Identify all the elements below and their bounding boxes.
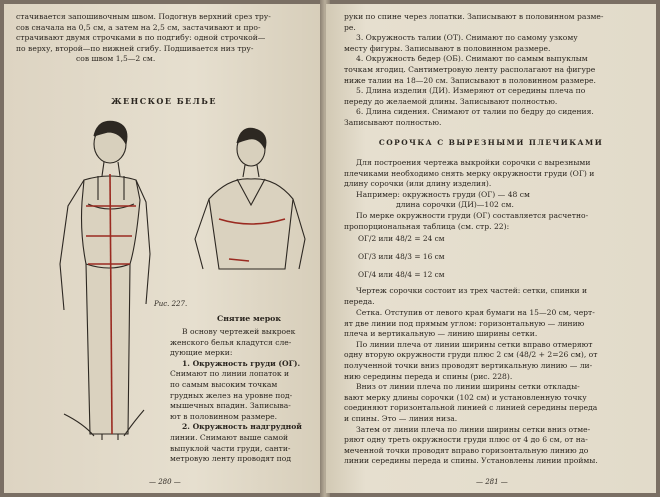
figure-woman-slip-illustration — [24, 114, 184, 444]
right-body-line: Сетка. Отступив от левого края бумаги на 15—20 см, черт- — [356, 308, 595, 317]
left-page — [4, 4, 322, 493]
right-body-line: ят две линии под прямым углом: горизонтальную — линию — [344, 318, 585, 328]
left-item2-line: линии. Снимают выше самой — [170, 432, 289, 442]
left-item1-line: грудных желез на уровне под- — [170, 390, 293, 400]
right-top-line: 3. Окружность талии (ОТ). Снимают по самому узкому — [356, 33, 578, 43]
left-top-line: сов швом 1,5—2 см. — [76, 54, 156, 64]
right-intro-paragraph — [344, 158, 644, 232]
left-intro-line: женского белья кладутся сле- — [170, 337, 292, 347]
left-top-line: по верху, второй—по нижней сгибу. Подшивается низ тру- — [16, 43, 254, 53]
right-top-line: 6. Длина сидения. Снимают от талии по бедру до сидения. — [356, 107, 594, 117]
right-body-line: вают мерку длины сорочки (102 см) и установленную точку — [344, 392, 587, 402]
right-after-formulas-line: переда. — [344, 296, 375, 306]
left-item1-line: по самым высоким точкам — [170, 379, 278, 389]
right-intro-line: длину сорочки (или длину изделия). — [344, 179, 492, 189]
left-top-line: страчивают двумя строчками в по подгибу: одной строчкой— — [16, 33, 266, 43]
right-body-line: меченной точки проводят вправо горизонтальную линию до — [344, 445, 589, 455]
right-top-line: Записывают полностью. — [344, 117, 442, 127]
right-intro-line: длина сорочки (ДИ)—102 см. — [396, 200, 514, 210]
right-body-line: ряют одну треть окружности груди плюс от 4 до 6 см, от на- — [344, 435, 588, 445]
right-body-line: линии середины переда и спины. Установлены линии проймы. — [344, 456, 598, 466]
subheading-taking-measurements: Снятие мерок — [217, 314, 281, 323]
right-body-line: и спины. Это — линия низа. — [344, 413, 458, 423]
left-item1-line: мышечных впадин. Записыва- — [170, 401, 291, 411]
right-body-paragraph — [344, 308, 644, 467]
right-body-line: полученной точки вниз проводят вертикальную линию — ли- — [344, 360, 593, 370]
left-item1-line: 1. Окружность груди (ОГ). — [182, 358, 301, 368]
right-top-line: месту фигуры. Записывают в половинном размере. — [344, 43, 551, 53]
right-top-line: переду до желаемой длины. Записывают полностью. — [344, 96, 558, 106]
left-top-paragraph — [16, 12, 310, 65]
left-page-number: — 280 — — [149, 478, 181, 486]
right-body-line: Вниз от линии плеча по линии ширины сетки отклады- — [356, 382, 580, 392]
right-body-line: одну вторую окружности груди плюс 2 см (48/2 + 2=26 см), от — [344, 350, 598, 360]
right-intro-line: пропорциональная таблица (см. стр. 22): — [344, 221, 510, 231]
formula-third: ОГ/3 или 48/3 = 16 см — [358, 252, 445, 261]
left-item1-line: Снимают по линии лопаток и — [170, 369, 290, 379]
right-top-line: 5. Длина изделия (ДИ). Измеряют от середины плеча по — [356, 86, 586, 96]
right-after-formulas-line: Чертеж сорочки состоит из трех частей: сетки, спинки и — [356, 286, 588, 295]
figure-caption: Рис. 227. — [154, 300, 188, 308]
formula-half: ОГ/2 или 48/2 = 24 см — [358, 234, 445, 243]
right-body-line: соединяют горизонтальной линией с линией середины переда — [344, 403, 598, 413]
right-top-line: точкам ягодиц. Сантиметровую ленту располагают на фигуре — [344, 64, 596, 74]
right-body-line: плеча и вертикальную — линию ширины сетки. — [344, 329, 538, 339]
section-title-lingerie: ЖЕНСКОЕ БЕЛЬЕ — [111, 96, 217, 106]
left-intro-line: дующие мерки: — [170, 348, 233, 358]
right-page — [326, 4, 656, 493]
right-top-line: ре. — [344, 22, 356, 32]
right-body-line: нию середины переда и спины (рис. 228). — [344, 371, 513, 381]
left-item2-line: метровую ленту проводят под — [170, 454, 291, 464]
left-item1-line: ют в половинном размере. — [170, 411, 277, 421]
right-intro-line: Например: окружность груди (ОГ) — 48 см — [356, 189, 530, 199]
left-top-line: стачивается запошивочным швом. Подогнув верхний срез тру- — [16, 12, 271, 21]
right-body-line: По линии плеча от линии ширины сетки вправо отмеряют — [356, 339, 593, 349]
figure-woman-bust-illustration — [189, 119, 309, 289]
right-intro-line: плечиками необходимо снять мерку окружности груди (ОГ) и — [344, 168, 595, 178]
right-top-line: 4. Окружность бедер (ОБ). Снимают по самым выпуклым — [356, 54, 588, 64]
left-item2-line: выпуклой части груди, санти- — [170, 443, 291, 453]
section-title-slip: СОРОЧКА С ВЫРЕЗНЫМИ ПЛЕЧИКАМИ — [378, 138, 604, 147]
right-body-line: Затем от линии плеча по линии ширины сетки вниз отме- — [356, 424, 591, 434]
formula-quarter: ОГ/4 или 48/4 = 12 см — [358, 270, 445, 279]
right-intro-line: По мерке окружности груди (ОГ) составляется расчетно- — [356, 210, 589, 220]
right-top-line: ниже талии на 18—20 см. Записывают в половинном размере. — [344, 75, 596, 85]
left-intro-paragraph — [170, 327, 310, 465]
right-after-formulas-paragraph — [344, 286, 644, 307]
left-intro-line: В основу чертежей выкроек — [182, 327, 296, 336]
right-intro-line: Для построения чертежа выкройки сорочки с вырезными — [356, 158, 591, 167]
left-item2-line: 2. Окружность надгрудной — [182, 422, 302, 432]
right-top-paragraph — [344, 12, 644, 129]
right-top-line: руки по спине через лопатки. Записывают в половинном разме- — [344, 12, 604, 21]
left-top-line: сов сначала на 0,5 см, а затем на 2,5 см, застачивают и про- — [16, 22, 261, 32]
right-page-number: — 281 — — [476, 478, 508, 486]
